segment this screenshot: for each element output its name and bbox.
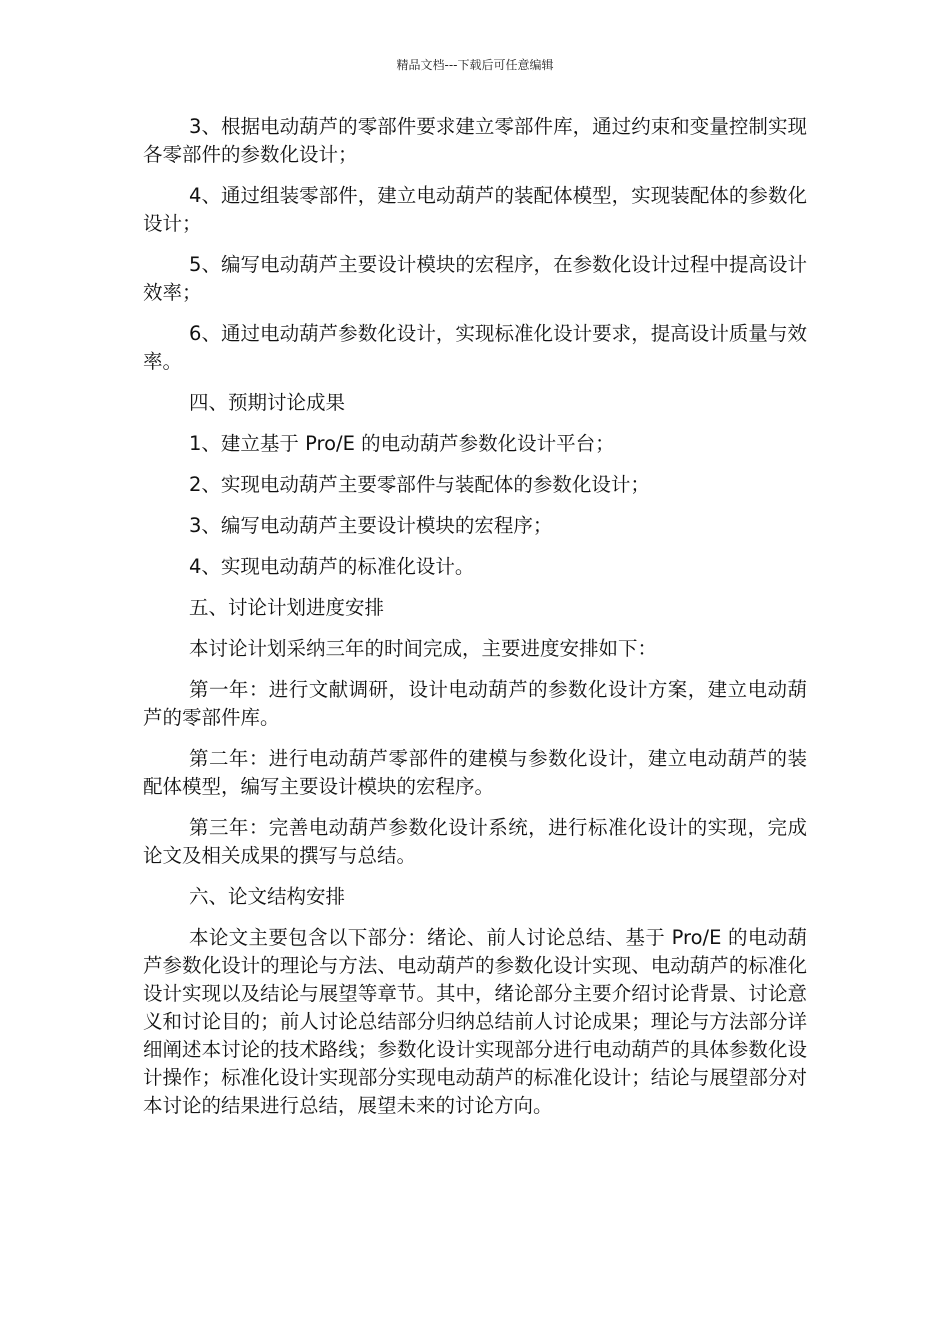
paragraph-schedule-intro: 本讨论计划采纳三年的时间完成，主要进度安排如下： xyxy=(189,637,658,660)
paragraph-year-1: 第一年：进行文献调研，设计电动葫芦的参数化设计方案，建立电动葫芦的零部件库。 xyxy=(143,678,807,729)
paragraph-result-4: 4、实现电动葫芦的标准化设计。 xyxy=(189,555,475,578)
section-heading-schedule: 五、讨论计划进度安排 xyxy=(189,596,385,619)
paragraph-result-3: 3、编写电动葫芦主要设计模块的宏程序； xyxy=(189,514,553,537)
paragraph-goal-6: 6、通过电动葫芦参数化设计，实现标准化设计要求，提高设计质量与效率。 xyxy=(143,322,807,373)
paragraph-goal-3: 3、根据电动葫芦的零部件要求建立零部件库，通过约束和变量控制实现各零部件的参数化设计； xyxy=(143,115,807,166)
document-body xyxy=(143,113,807,1133)
page-header: 精品文档---下载后可任意编辑 xyxy=(396,58,554,72)
paragraph-goal-5: 5、编写电动葫芦主要设计模块的宏程序，在参数化设计过程中提高设计效率； xyxy=(143,253,807,304)
paragraph-year-2: 第二年：进行电动葫芦零部件的建模与参数化设计，建立电动葫芦的装配体模型，编写主要设计模块的宏程序。 xyxy=(143,747,807,798)
section-heading-thesis-structure: 六、论文结构安排 xyxy=(189,885,346,908)
paragraph-result-1: 1、建立基于 Pro/E 的电动葫芦参数化设计平台； xyxy=(189,432,615,455)
paragraph-goal-4: 4、通过组装零部件，建立电动葫芦的装配体模型，实现装配体的参数化设计； xyxy=(143,184,807,235)
paragraph-year-3: 第三年：完善电动葫芦参数化设计系统，进行标准化设计的实现，完成论文及相关成果的撰写与总结。 xyxy=(143,816,807,867)
paragraph-thesis-structure: 本论文主要包含以下部分：绪论、前人讨论总结、基于 Pro/E 的电动葫芦参数化设计的理论与方法、电动葫芦的参数化设计实现、电动葫芦的标准化设计实现以及结论与展望等章节。其中，绪论部分主要介绍讨论背景、讨论意义和讨论目的；前人讨论总结部分归纳总结前人讨论成果；理论与方法部分详细阐述本讨论的技术路线；参数化设计实现部分进行电动葫芦的具体参数化设计操作；标准化设计实现部分实现电动葫芦的标准化设计；结论与展望部分对本讨论的结果进行总结，展望未来的讨论方向。 xyxy=(143,926,807,1117)
paragraph-result-2: 2、实现电动葫芦主要零部件与装配体的参数化设计； xyxy=(189,473,650,496)
section-heading-expected-results: 四、预期讨论成果 xyxy=(189,391,346,414)
